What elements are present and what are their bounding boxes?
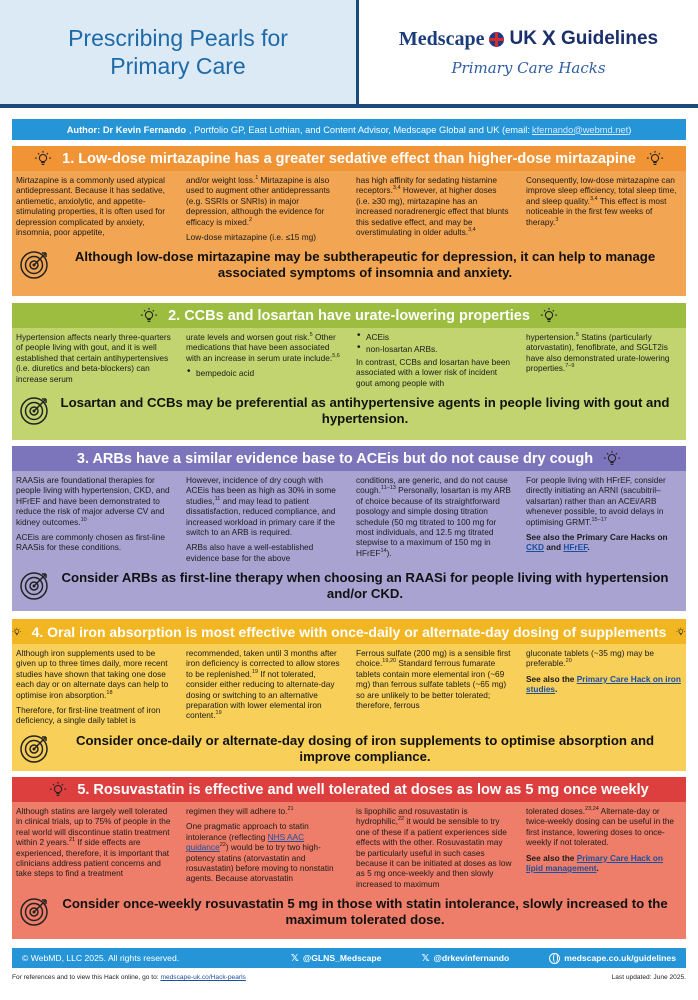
list xyxy=(186,368,342,378)
ref: 3,4 xyxy=(589,196,598,203)
section-3-body xyxy=(12,471,686,568)
text: regimen they will adhere to. xyxy=(186,806,288,816)
ref: 3 xyxy=(555,216,559,223)
author-close: ) xyxy=(628,124,632,135)
brand-medscape: Medscape xyxy=(398,27,485,50)
text: Personally, losartan is my ARB of choice because of its straightforward posology and simple dosing titration schedule (50 mg titrated to 100 mg for most individuals, and 12.5 mg titrated stepwise to a maximum of 150 mg in HFrEF xyxy=(356,485,511,558)
text: For references and to view this Hack online, go to: xyxy=(12,974,159,981)
section-1-title: 1. Low-dose mirtazapine has a greater sedative effect than higher-dose mirtazapine xyxy=(62,150,636,167)
text: Statins (particularly atorvastatin), fenofibrate, and SGLT2is have also demonstrated urate-lowering properties. xyxy=(526,332,670,374)
brand-guidelines: Guidelines xyxy=(560,28,659,49)
ref: 3,4 xyxy=(392,185,401,192)
text: ) would be to try two high-potency statins (atorvastatin and rosuvastatin) before moving to nonstatin agents. Because atorvastatin xyxy=(186,842,334,884)
section-5 xyxy=(12,777,686,939)
paragraph xyxy=(526,175,682,227)
text: One pragmatic approach to statin intolerance (reflecting xyxy=(186,821,309,842)
section-1 xyxy=(12,146,686,296)
paragraph xyxy=(526,475,682,527)
text: Although iron supplements used to be given up to three times daily, more recent studies have shown that taking one dose each day or on alternate days can help to optimise iron absorption. xyxy=(16,648,169,700)
x-logo-icon: 𝕏 xyxy=(290,952,299,964)
brand-uk: UK xyxy=(509,28,537,49)
paragraph: In contrast, CCBs and losartan have been associated with a lower risk of incident gout among people with xyxy=(356,356,511,388)
list-item: • non-losartan ARBs. xyxy=(356,344,512,354)
text: Mirtazapine is also used to augment other antidepressants (e.g. SSRIs or SNRIs) in major depression, although the evidence for efficacy is mixed. xyxy=(186,175,330,227)
section-2-key-message xyxy=(12,393,686,429)
key-message-text: Losartan and CCBs may be preferential as antihypertensive agents in people living with gout and hypertension. xyxy=(60,395,670,427)
text: has high affinity for sedating histamine receptors. xyxy=(356,175,497,196)
section-1-body xyxy=(12,171,686,247)
list-item: • ACEis xyxy=(356,332,512,342)
author-email-link[interactable]: kfernando@webmd.net xyxy=(531,124,629,135)
ref: 23,24 xyxy=(585,806,599,813)
ref: 19 xyxy=(215,710,222,717)
target-icon xyxy=(18,395,50,427)
paragraph: ACEis are commonly chosen as first-line RAASis for these conditions. xyxy=(16,532,165,553)
text: However, at higher doses (i.e. ≥30 mg), mirtazapine has an increased noradrenergic effect that blunts this sedative effect, and may be overstimulating in older adults. xyxy=(356,185,509,238)
uk-flag-icon xyxy=(489,32,504,47)
references-link[interactable]: medscape-uk.co/Hack-pearls xyxy=(160,974,246,981)
author-bar xyxy=(12,119,686,140)
author-details: , Portfolio GP, East Lothian, and Content Advisor, Medscape Global and UK (email: xyxy=(189,124,530,135)
section-5-key-message xyxy=(12,894,686,930)
ref: 22 xyxy=(397,816,405,823)
ref: 1 xyxy=(255,175,259,182)
references-note xyxy=(12,974,246,981)
paragraph xyxy=(186,821,342,883)
lipid-management-hack-link[interactable]: Primary Care Hack on lipid management xyxy=(526,852,663,874)
text: is lipophilic and rosuvastatin is hydrophilic, xyxy=(356,806,468,827)
text: For people living with HFrEF, consider directly initiating an ARNI (sacubitril–valsartan) rather than an ACEi/ARB whenever possible, to avoid delays in optimising GRMT. xyxy=(526,475,666,527)
paragraph xyxy=(186,332,342,363)
text: ). xyxy=(386,547,392,558)
text: tolerated doses. xyxy=(526,806,586,816)
twitter-handle-kevin[interactable] xyxy=(421,953,509,964)
section-4-title: 4. Oral iron absorption is most effective with once-daily or alternate-day dosing of supplements xyxy=(31,623,667,640)
lightbulb-icon xyxy=(12,623,22,641)
website-text: medscape.co.uk/guidelines xyxy=(564,953,676,963)
text: Alternate-day or twice-weekly dosing can be useful in the first instance, lowering doses to once-weekly if not tolerated. xyxy=(526,806,675,848)
ref: 15–17 xyxy=(591,516,607,523)
text: Standard ferrous fumarate tablets contain more elemental iron (~69 mg) than ferrous sulfate tablets (~65 mg) so are unlikely to be better tolerated; therefore, ferrous xyxy=(356,658,507,711)
ref: 5,6 xyxy=(332,353,340,360)
key-message-text: Consider ARBs as first-line therapy when choosing an RAASi for people living with hypertension and/or CKD. xyxy=(61,570,669,602)
ref: 7–9 xyxy=(565,363,575,370)
text: . xyxy=(555,684,558,695)
text: hypertension. xyxy=(526,332,576,342)
section-2-header xyxy=(12,303,686,328)
text: gluconate tablets (~35 mg) may be preferable. xyxy=(526,648,654,669)
text: This effect is most noticeable in the first few weeks of therapy. xyxy=(526,195,667,227)
text: conditions, are generic, and do not cause cough. xyxy=(356,475,508,496)
ref: 21 xyxy=(287,806,294,813)
lightbulb-icon xyxy=(646,150,664,168)
header xyxy=(0,0,698,112)
nhs-aac-guidance-link[interactable]: NHS AAC guidance xyxy=(186,831,305,853)
section-5-header xyxy=(12,777,686,802)
ref: 22 xyxy=(219,842,226,849)
text: it would be sensible to try one of these if a patient experiences side effects with the other. Rosuvastatin may be particularly useful in such cases because it can be initiated at doses as low as 5 mg once-weekly and then slowly increased to maximum xyxy=(356,816,512,889)
list-item: • bempedoic acid xyxy=(186,368,342,378)
section-5-title: 5. Rosuvastatin is effective and well tolerated at doses as low as 5 mg once weekly xyxy=(77,781,649,798)
header-rule xyxy=(0,104,698,108)
ref: 2 xyxy=(249,216,253,223)
text: urate levels and worsen gout risk. xyxy=(186,332,310,342)
text: Ferrous sulfate (200 mg) is a sensible first choice. xyxy=(356,648,511,669)
ref: 20 xyxy=(565,658,572,665)
last-updated: Last updated: June 2025. xyxy=(611,974,686,981)
paragraph xyxy=(186,648,342,721)
copyright: © WebMD, LLC 2025. All rights reserved. xyxy=(22,953,180,963)
handle-text: @GLNS_Medscape xyxy=(302,953,382,963)
lightbulb-icon xyxy=(540,307,558,325)
key-message-text: Consider once-weekly rosuvastatin 5 mg in those with statin intolerance, slowly increased to the maximum tolerated dose. xyxy=(62,896,668,928)
section-2-body xyxy=(12,328,686,393)
twitter-handle-glns[interactable] xyxy=(291,953,382,964)
target-icon xyxy=(18,570,50,602)
see-also xyxy=(526,674,682,695)
text: and may lead to patient dissatisfaction, reduced compliance, and increased workload in primary care if the switch to an ARB is required. xyxy=(186,495,336,538)
ref: 18 xyxy=(106,689,113,696)
paragraph: Low-dose mirtazapine (i.e. ≤15 mg) xyxy=(186,232,316,243)
paragraph xyxy=(16,806,172,879)
text: If not tolerated, consider either reducing to alternate-day dosing or switching to an alternative preparation with lower elemental iron content. xyxy=(186,668,335,721)
paragraph xyxy=(356,806,512,889)
globe-icon xyxy=(549,953,560,964)
ref: 11–13 xyxy=(380,485,396,492)
text: . xyxy=(596,863,599,874)
iron-studies-hack-link[interactable]: Primary Care Hack on iron studies xyxy=(526,673,681,695)
section-4-body xyxy=(12,644,686,731)
website-link[interactable] xyxy=(549,953,676,964)
section-3-title: 3. ARBs have a similar evidence base to ACEis but do not cause dry cough xyxy=(76,450,594,467)
section-4-header xyxy=(12,619,686,644)
section-3-header xyxy=(12,446,686,471)
text: Although statins are largely well tolerated in clinical trials, up to 75% of people in the real world will discontinue statin treatment within 2 years. xyxy=(16,806,171,848)
paragraph xyxy=(186,475,342,537)
section-3 xyxy=(12,446,686,611)
lightbulb-icon xyxy=(603,450,621,468)
brand-subtitle: Primary Care Hacks xyxy=(451,59,606,77)
lightbulb-icon xyxy=(140,307,158,325)
footer-bar xyxy=(12,948,686,968)
ref: 19,20 xyxy=(382,658,397,665)
ref: 5 xyxy=(309,332,313,339)
lightbulb-icon xyxy=(34,150,52,168)
paragraph xyxy=(356,648,512,710)
text: RAASis are foundational therapies for people living with hypertension, CKD, and HFrEF and have been demonstrated to reduce the risk of major adverse CV and kidney outcomes. xyxy=(16,475,170,527)
key-message-text: Although low-dose mirtazapine may be subtherapeutic for depression, it can help to manage associated symptoms of insomnia and anxiety. xyxy=(74,249,656,281)
key-message-text: Consider once-daily or alternate-day dosing of iron supplements to optimise absorption and improve compliance. xyxy=(75,732,655,764)
text: recommended, taken until 3 months after iron deficiency is corrected to allow stores to be replenished. xyxy=(186,648,340,679)
ref: 14 xyxy=(380,548,387,555)
text: and/or weight loss. xyxy=(186,175,256,185)
text: and xyxy=(546,542,562,553)
paragraph xyxy=(16,648,172,700)
x-logo-icon: 𝕏 xyxy=(421,952,430,964)
paragraph xyxy=(16,475,172,527)
section-5-body xyxy=(12,802,686,894)
brand-logo xyxy=(359,0,698,104)
section-3-key-message xyxy=(12,568,686,604)
text: Consequently, low-dose mirtazapine can improve sleep efficiency, total sleep time, and sleep quality. xyxy=(526,175,677,206)
list xyxy=(356,332,512,355)
ref: 3,4 xyxy=(468,227,476,234)
section-2 xyxy=(12,303,686,440)
target-icon xyxy=(18,249,50,281)
paragraph: Mirtazapine is a commonly used atypical antidepressant. Because it has sedative, antiemetic, anxiolytic, and appetite-stimulating properties, it is often used for depression complicated by anxiety, insomnia, poor appetite, xyxy=(16,175,165,238)
bottom-note xyxy=(12,974,686,981)
ckd-hack-link[interactable]: CKD xyxy=(526,542,544,553)
paragraph xyxy=(526,332,682,374)
title-line-2: Primary Care xyxy=(110,53,246,79)
section-4-key-message xyxy=(12,731,686,767)
lightbulb-icon xyxy=(676,623,686,641)
ref: 10 xyxy=(80,516,87,523)
section-2-title: 2. CCBs and losartan have urate-lowering properties xyxy=(168,307,530,324)
section-4 xyxy=(12,619,686,771)
paragraph xyxy=(186,806,342,816)
paragraph: Hypertension affects nearly three-quarters of people living with gout, and it is well established that certain antihypertensives (i.e. diuretics and beta-blockers) can increase serum xyxy=(16,332,171,384)
text: However, incidence of dry cough with ACEis has been as high as 30% in some studies, xyxy=(186,475,336,506)
text: See also the xyxy=(526,852,575,863)
ref: 21 xyxy=(69,837,76,844)
text: See also the xyxy=(526,673,575,684)
text: . xyxy=(587,542,590,553)
ref: 5 xyxy=(575,332,579,339)
target-icon xyxy=(18,733,50,765)
ref: 11 xyxy=(214,496,221,503)
handle-text: @drkevinfernando xyxy=(433,953,510,963)
paragraph xyxy=(526,648,682,669)
paragraph xyxy=(526,806,682,848)
hfref-hack-link[interactable]: HFrEF xyxy=(563,542,588,553)
paragraph xyxy=(356,475,512,558)
ref: 19 xyxy=(251,669,259,676)
text: Other medications that have been associated with an increase in serum urate include: xyxy=(186,332,336,363)
text: If side effects are experienced, therefore, it is important that clinicians address patient concerns and take steps to find a treatment xyxy=(16,837,170,879)
see-also xyxy=(526,853,682,874)
section-1-key-message xyxy=(12,247,686,283)
brand-cross: X xyxy=(541,27,556,50)
text: See also the Primary Care Hacks on xyxy=(526,532,668,543)
paragraph: Therefore, for first-line treatment of iron deficiency, a single daily tablet is xyxy=(16,705,161,726)
page-title xyxy=(0,0,356,104)
author-name: Author: Dr Kevin Fernando xyxy=(66,124,186,135)
paragraph xyxy=(356,175,512,237)
title-line-1: Prescribing Pearls for xyxy=(68,25,288,51)
target-icon xyxy=(18,896,50,928)
section-1-header xyxy=(12,146,686,171)
lightbulb-icon xyxy=(49,781,67,799)
paragraph: ARBs also have a well-established evidence base for the above xyxy=(186,542,314,563)
see-also xyxy=(526,532,682,553)
paragraph xyxy=(186,175,342,227)
